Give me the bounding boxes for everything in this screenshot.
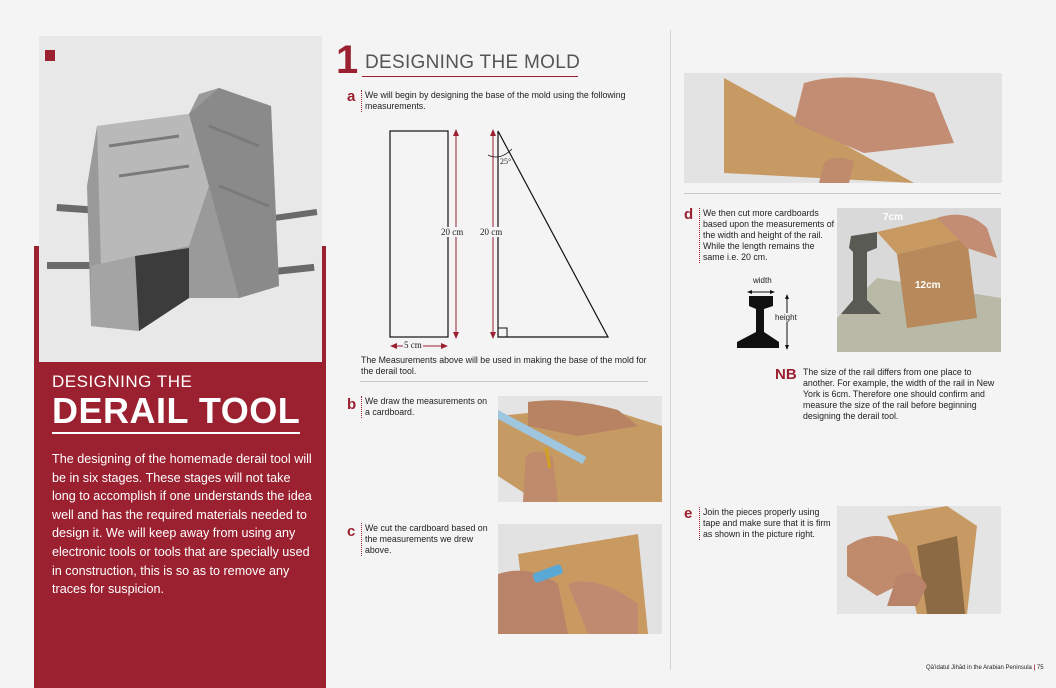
angle-label: 25° (500, 157, 512, 166)
section-title: DESIGNING THE MOLD (365, 52, 581, 73)
section-number: 1 (336, 38, 359, 82)
section-underline (362, 76, 578, 77)
cardboard-triangle-photo (684, 73, 1002, 183)
derail-tool-photo (39, 36, 322, 362)
step-a-text: We will begin by designing the base of the mold using the following measurements. (361, 90, 650, 112)
step-c-text: We cut the cardboard based on the measurements we drew above. (361, 523, 495, 556)
tri-height-label: 20 cm (480, 227, 503, 237)
rail-width-label: width (753, 276, 772, 285)
title-big: DERAIL TOOL (52, 390, 301, 431)
footer-page-number: 75 (1036, 665, 1044, 671)
divider (360, 381, 648, 382)
step-b-letter: b (347, 396, 357, 413)
footer-separator: | (1033, 665, 1036, 671)
cutting-cardboard-photo (498, 524, 662, 634)
step-c-letter: c (347, 523, 356, 540)
photo-height-label: 12cm (915, 280, 941, 291)
rail-height-label: height (775, 313, 797, 322)
photo-width-label: 7cm (883, 212, 904, 223)
nb-label: NB (775, 366, 797, 383)
assembled-mold-photo (837, 506, 1001, 614)
step-e-letter: e (684, 505, 693, 522)
step-a-letter: a (347, 88, 356, 105)
rect-height-label: 20 cm (441, 227, 464, 237)
step-d-letter: d (684, 206, 694, 223)
nb-text: The size of the rail differs from one place to another. For example, the width of the rail in New York is 6cm. Therefore one should confirm and measure the size of the rail before beginning designing the derail tool. (803, 367, 995, 421)
step-e-text: Join the pieces properly using tape and make sure that it is firm as shown in the picture right. (699, 507, 833, 540)
width-label: 5 cm (404, 340, 422, 350)
drawing-on-cardboard-photo (498, 396, 662, 502)
rail-measure-photo (837, 208, 1001, 352)
intro-paragraph: The designing of the homemade derail tool will be in six stages. These stages will not take long to accomplish if one understands the idea well and has the required materials needed to design it. We will keep away from using any electronic tools or tools that are specially used in construction, this is so as to remove any traces for suspicion. (52, 452, 312, 597)
page-footer (926, 665, 1044, 671)
title-small: DESIGNING THE (52, 372, 193, 391)
title-underline (52, 432, 300, 434)
page-spine (670, 30, 671, 670)
divider-right (684, 193, 1001, 194)
step-b-text: We draw the measurements on a cardboard. (361, 396, 490, 418)
step-d-text: We then cut more cardboards based upon the measurements of the width and height of the rail. While the length remains the same i.e. 20 cm. (699, 208, 838, 263)
diagram-caption: The Measurements above will be used in making the base of the mold for the derail tool. (361, 355, 647, 376)
footer-publication: Qā'idatul Jihād in the Arabian Peninsula (926, 665, 1032, 671)
corner-marker (45, 50, 55, 61)
